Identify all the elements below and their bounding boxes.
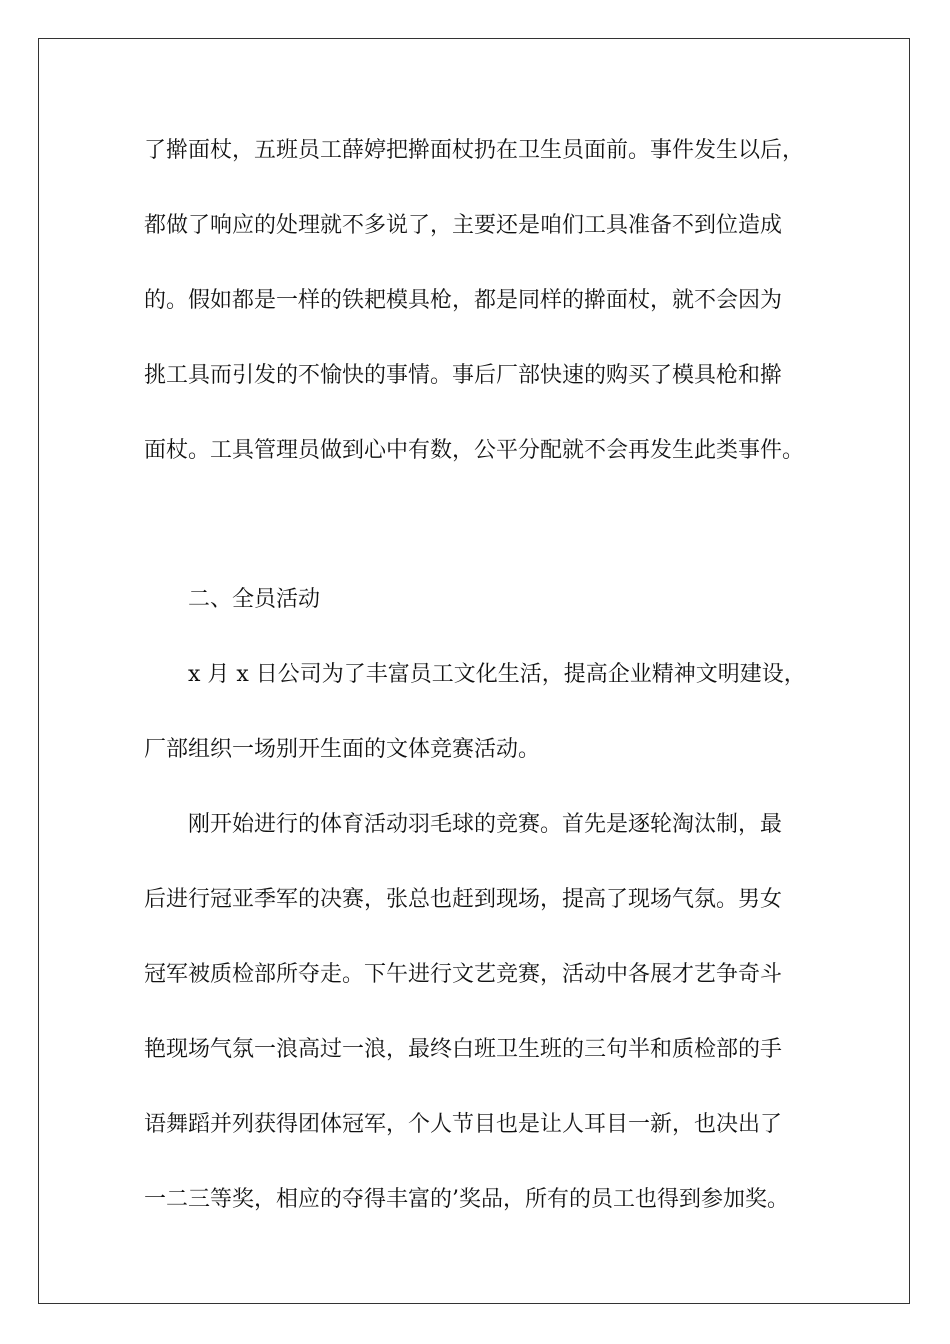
paragraph-line: 冠军被质检部所夺走。下午进行文艺竞赛，活动中各展才艺争奇斗 [144,962,783,987]
paragraph-line: 后进行冠亚季军的决赛，张总也赶到现场，提高了现场气氛。男女 [144,887,783,912]
paragraph-line: 一二三等奖，相应的夺得丰富的’奖品，所有的员工也得到参加奖。 [144,1187,789,1212]
paragraph-line: 厂部组织一场别开生面的文体竞赛活动。 [144,737,541,762]
paragraph-line: 面杖。工具管理员做到心中有数，公平分配就不会再发生此类事件。 [144,438,805,463]
paragraph-line: 语舞蹈并列获得团体冠军，个人节目也是让人耳目一新，也决出了 [144,1112,783,1137]
section-heading: 二、全员活动 [188,587,321,612]
paragraph-line: 都做了响应的处理就不多说了，主要还是咱们工具准备不到位造成 [144,213,783,238]
paragraph-line: x 月 x 日公司为了丰富员工文化生活，提高企业精神文明建设， [188,662,806,687]
paragraph-line: 刚开始进行的体育活动羽毛球的竞赛。首先是逐轮淘汰制，最 [188,812,783,837]
paragraph-line: 了擀面杖，五班员工薛婷把擀面杖扔在卫生员面前。事件发生以后， [144,138,805,163]
paragraph-line: 艳现场气氛一浪高过一浪，最终白班卫生班的三句半和质检部的手 [144,1037,783,1062]
paragraph-line: 挑工具而引发的不愉快的事情。事后厂部快速的购买了模具枪和擀 [144,363,783,388]
paragraph-line: 的。假如都是一样的铁耙模具枪，都是同样的擀面杖，就不会因为 [144,288,783,313]
